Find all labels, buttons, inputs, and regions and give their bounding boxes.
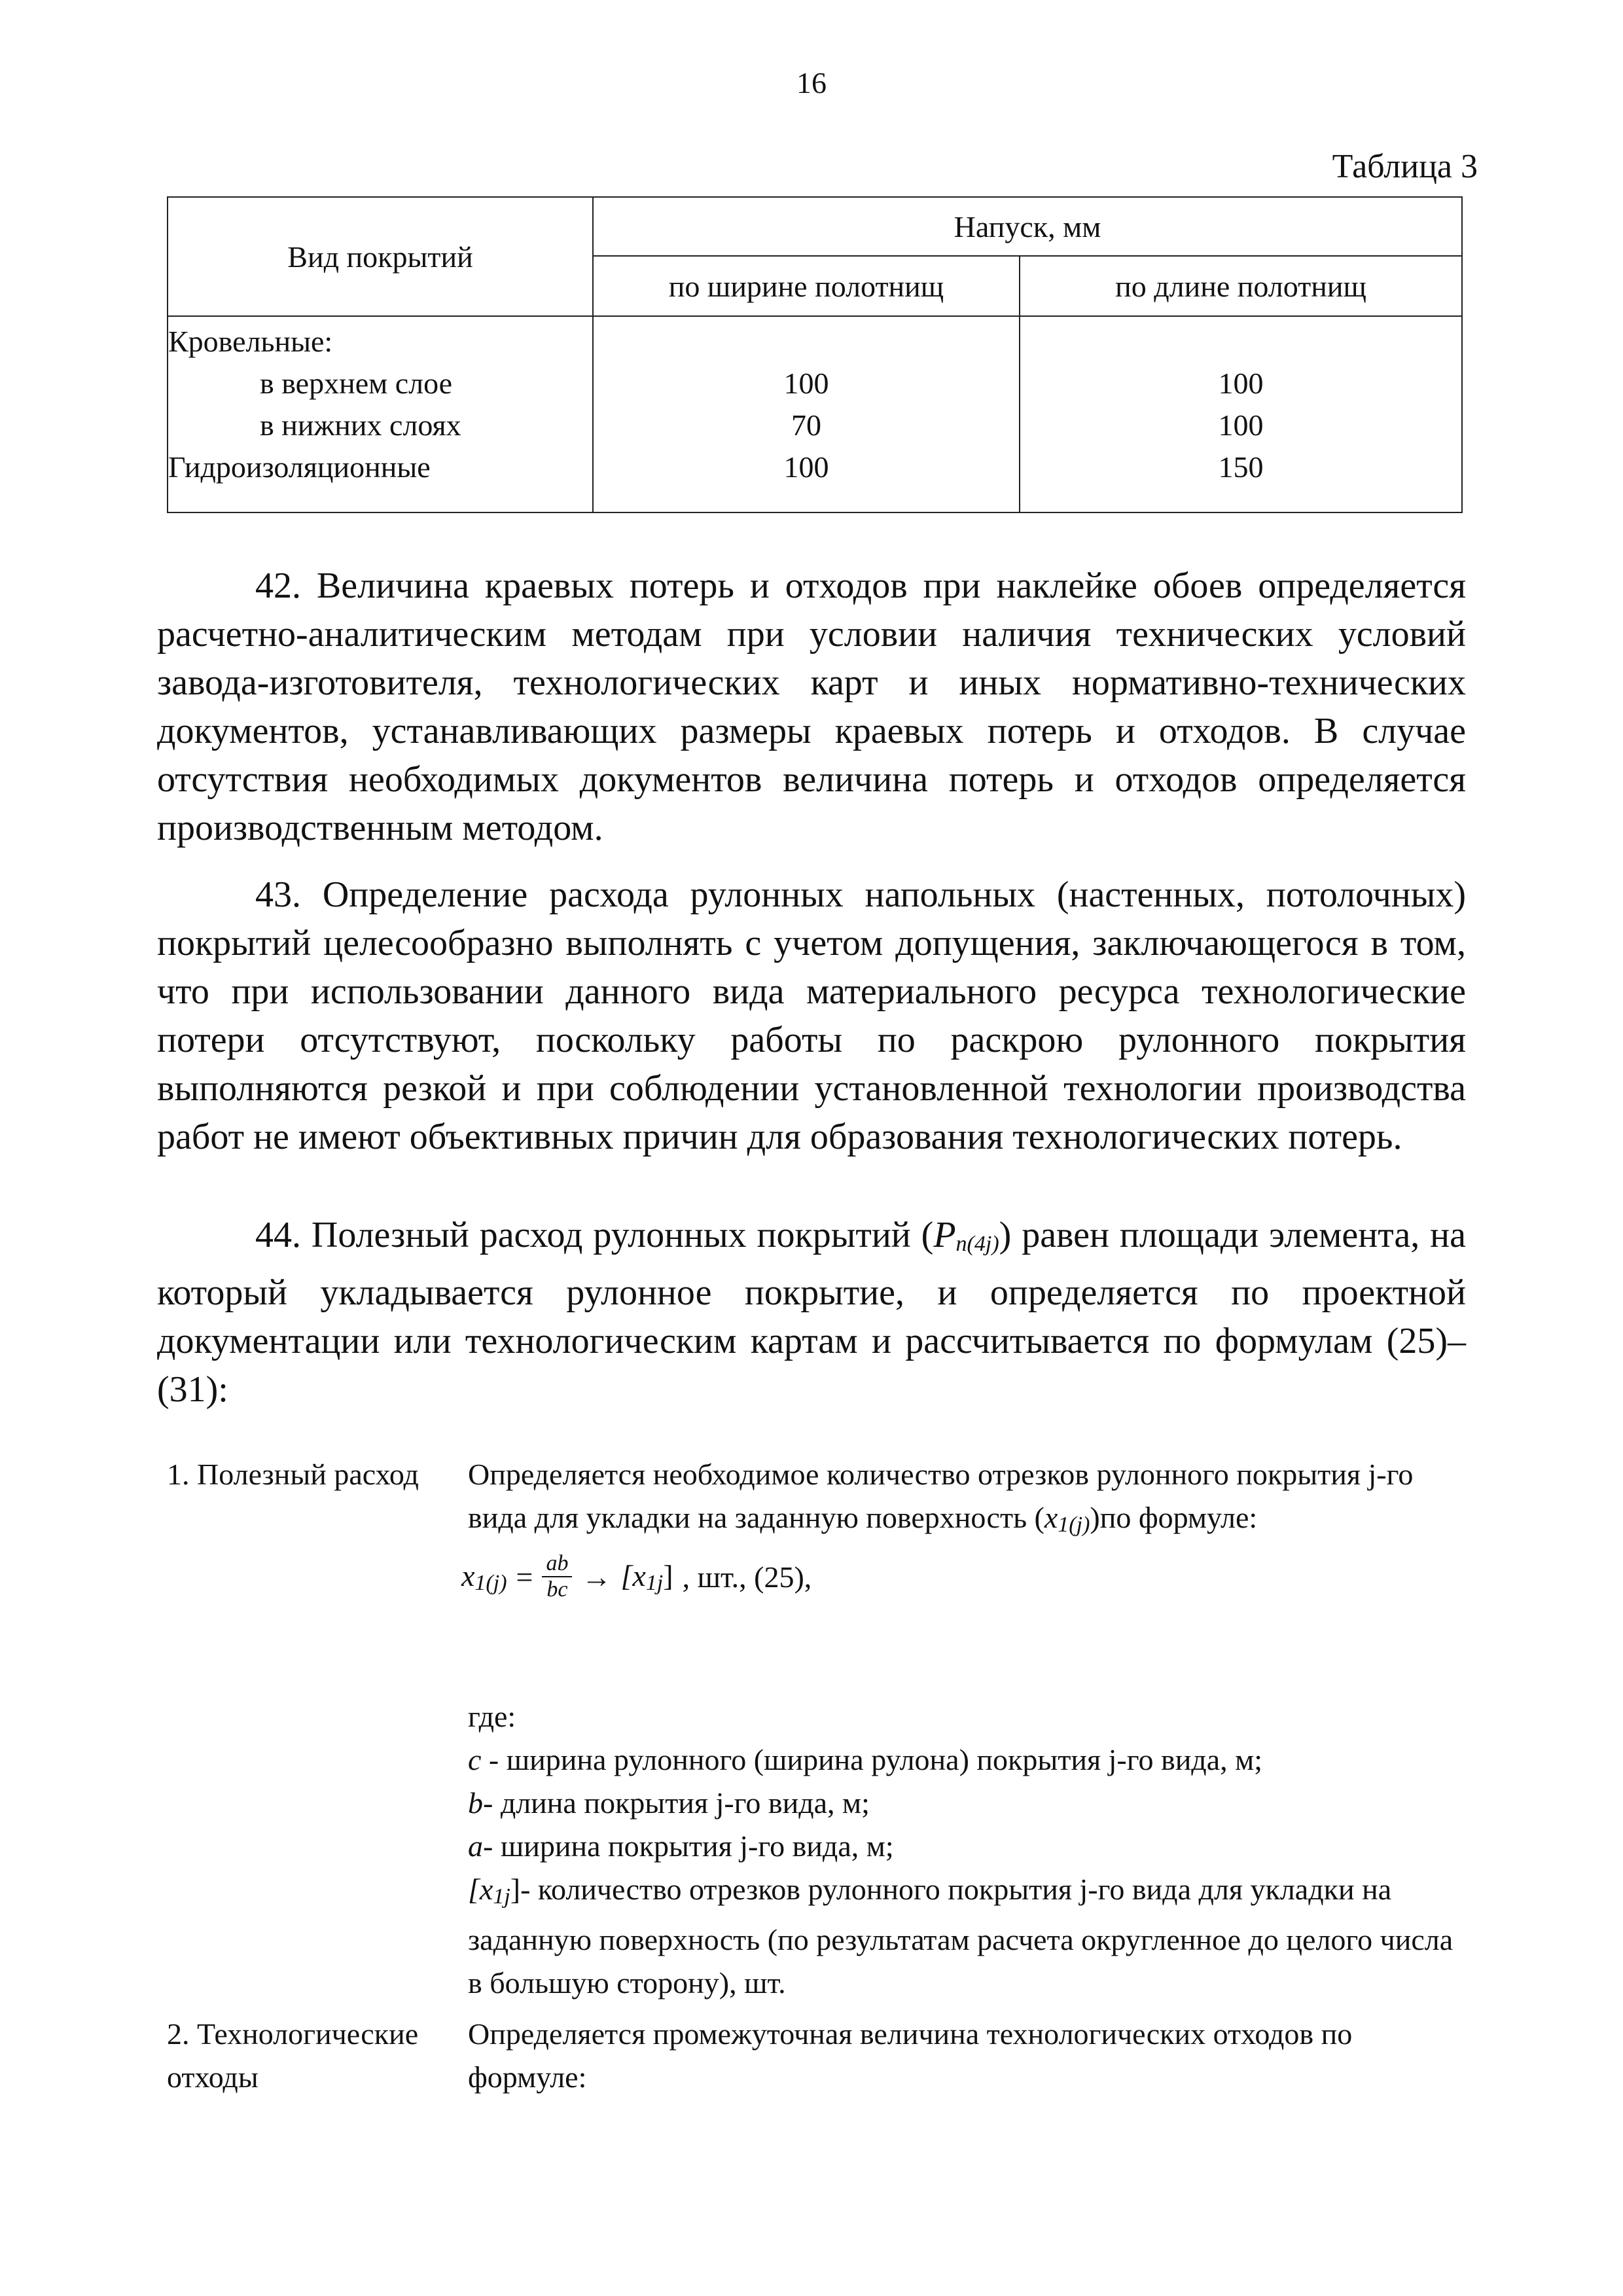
where-block [468, 1695, 1469, 2005]
section-2-description: Определяется промежуточная величина технологических отходов по формуле: [468, 2017, 1353, 2094]
section-1-description [468, 1453, 1469, 1547]
length-value [1020, 321, 1461, 363]
def-symbol: c [468, 1743, 482, 1776]
coating-type-cell [168, 316, 593, 512]
p44-symbol: P [933, 1215, 956, 1255]
row-label: Гидроизоляционные [168, 450, 431, 484]
row-label: в нижних слоях [260, 408, 461, 442]
s1-desc-before: Определяется необходимое количество отрезков рулонного покрытия j-го вида для укладки на заданную поверхность ( [468, 1458, 1414, 1534]
def-bracket-sub: 1j [493, 1884, 510, 1909]
p44-subscript: п(4j) [955, 1232, 999, 1256]
s1-desc-after: )по формуле: [1090, 1501, 1258, 1534]
section-2-label [167, 2013, 418, 2099]
definition-c [468, 1738, 1469, 1782]
width-values-cell [593, 316, 1020, 512]
formula-arrow: → [581, 1560, 612, 1594]
def-text: - ширина рулонного (ширина рулона) покрытия j-го вида, м; [481, 1743, 1263, 1776]
paragraph-43-text: 43. Определение расхода рулонных напольных (настенных, потолочных) покрытий целесообразно выполнять с учетом допущения, заключающегося в том, что при использовании данного вида материального ресурса технологические потери отсутствуют, поскольку работы по раскрою рулонного покрытия выполняются резкой и при соблюдении установленной технологии производства работ не имеют объективных причин для образования технологических потерь. [157, 874, 1466, 1157]
def-text: - длина покрытия j-го вида, м; [483, 1786, 870, 1820]
def-symbol: a [468, 1829, 483, 1863]
width-value: 70 [791, 408, 821, 442]
formula-numerator: ab [542, 1551, 572, 1577]
formula-tail: , шт., (25), [682, 1560, 812, 1594]
def-bracket-sym: [x [468, 1873, 493, 1906]
header-coating-type: Вид покрытий [168, 197, 593, 316]
s1-desc-sub: 1(j) [1058, 1513, 1090, 1537]
overlap-table [167, 196, 1463, 513]
header-by-length: по длине полотнищ [1020, 256, 1462, 316]
paragraph-42 [157, 562, 1466, 852]
table-caption: Таблица 3 [1332, 148, 1478, 185]
definition-x1j [468, 1868, 1469, 2005]
width-value: 100 [783, 450, 829, 484]
s1-desc-var: x [1044, 1501, 1058, 1534]
page-number: 16 [796, 66, 827, 99]
definition-a [468, 1825, 1469, 1868]
where-label: где: [468, 1700, 516, 1733]
length-values-cell [1020, 316, 1462, 512]
formula-lhs-sub: 1(j) [474, 1570, 507, 1595]
formula-lhs [461, 1558, 507, 1596]
formula-rhs-close: ] [663, 1558, 673, 1592]
section-1-label: 1. Полезный расход [167, 1458, 419, 1491]
length-value: 150 [1218, 450, 1264, 484]
def-bracket-text: - количество отрезков рулонного покрытия j-го вида для укладки на заданную поверхность (по результатам расчета округленное до целого числа в большую сторону), шт. [468, 1873, 1454, 2000]
formula-lhs-var: x [461, 1558, 475, 1592]
row-label: Кровельные: [168, 325, 333, 358]
length-value: 100 [1218, 408, 1264, 442]
def-symbol: b [468, 1786, 483, 1820]
header-by-width: по ширине полотнищ [593, 256, 1020, 316]
def-text: - ширина покрытия j-го вида, м; [483, 1829, 894, 1863]
formula-rhs-sub: 1j [645, 1570, 664, 1595]
header-overlap-group: Напуск, мм [593, 197, 1462, 256]
p44-after: ) равен площади элемента, на который укладывается рулонное покрытие, и определяется по проектной документации или технологическим картам и рассчитывается по формулам (25)–(31): [157, 1215, 1467, 1410]
definition-b [468, 1782, 1469, 1825]
length-value: 100 [1218, 367, 1264, 400]
formula-fraction [542, 1551, 572, 1602]
formula-equals: = [516, 1560, 533, 1594]
p44-before: 44. Полезный расход рулонных покрытий ( [255, 1215, 934, 1255]
formula-denominator: bc [546, 1577, 568, 1602]
row-label: в верхнем слое [260, 367, 453, 400]
table-body-row [168, 316, 1462, 512]
section-2-label-line2: отходы [167, 2060, 259, 2094]
paragraph-44 [157, 1211, 1466, 1414]
formula-rhs-var: [x [620, 1558, 646, 1592]
width-value [594, 321, 1019, 363]
paragraph-42-text: 42. Величина краевых потерь и отходов при наклейке обоев определяется расчетно-аналитическим методам при условии наличия технических условий завода-изготовителя, технологических карт и иных нормативно-технических документов, устанавливающих размеры краевых потерь и отходов. В случае отсутствия необходимых документов величина потерь и отходов определяется производственным методом. [157, 565, 1466, 848]
section-2-label-line1: 2. Технологические [167, 2017, 419, 2051]
paragraph-43 [157, 870, 1466, 1161]
formula-rhs [620, 1558, 673, 1596]
formula-25 [461, 1551, 812, 1602]
paragraph-44-text [157, 1211, 1466, 1414]
def-bracket-close: ] [510, 1873, 521, 1906]
width-value: 100 [783, 367, 829, 400]
